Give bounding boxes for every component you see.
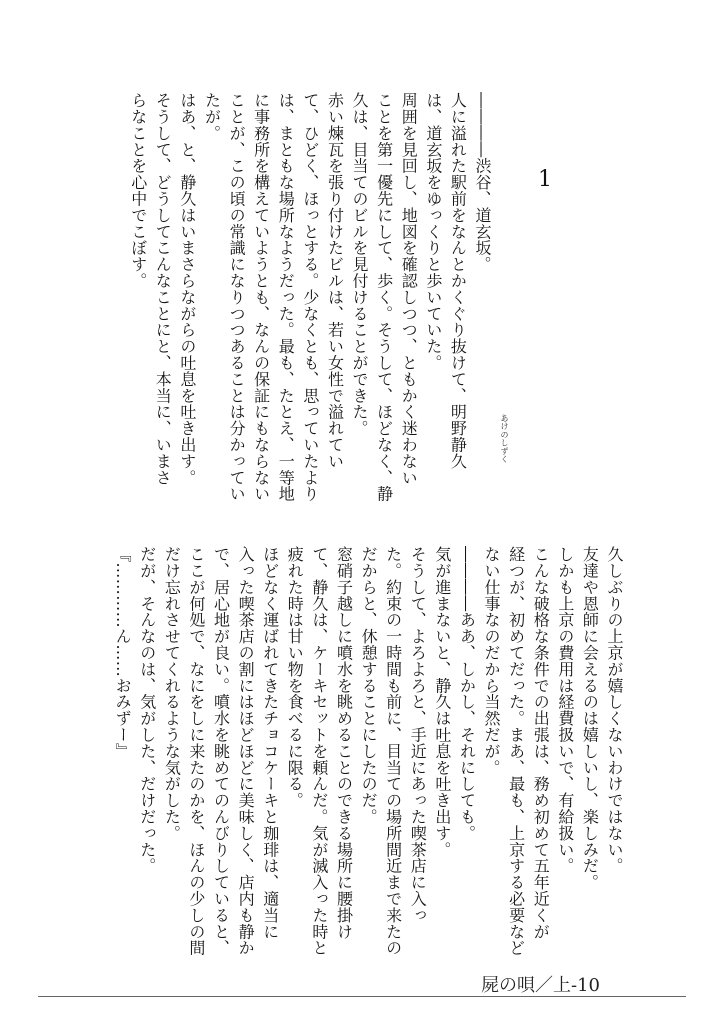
footer-divider xyxy=(38,996,686,997)
text-line: は、まともな場所なようだった。最も、たとえ、一等地 xyxy=(276,92,296,502)
text-line: に事務所を構えていようとも、なんの保証にもならない xyxy=(251,92,271,502)
text-line: そうして、どうしてこんなことにと、本当に、いまさ xyxy=(153,92,173,486)
text-line: ない仕事なのだから当然だが。 xyxy=(482,546,502,776)
text-line: ここが何処で、なにをしに来たのかを、ほんの少しの間 xyxy=(186,546,206,956)
text-line: は、道玄坂をゆっくりと歩いていた。 xyxy=(423,92,443,371)
text-line: 窓硝子越しに噴水を眺めることのできる場所に腰掛け xyxy=(334,546,354,940)
text-line: はあ、と、静久はいまさらながらの吐息を吐き出す。 xyxy=(177,92,197,486)
text-line: たが。 xyxy=(202,92,222,142)
text-line: しかも上京の費用は経費扱いで、有給扱い。 xyxy=(555,546,575,874)
chapter-number: 1 xyxy=(538,167,552,192)
text-line: 友達や恩師に会えるのは嬉しいし、楽しみだ。 xyxy=(580,546,600,891)
text-line: 経つが、初めてだった。まあ、最も、上京する必要など xyxy=(506,546,526,956)
text-line: ほどなく運ばれてきたチョコケーキと珈琲は、適当に xyxy=(260,546,280,940)
text-line: 周囲を見回し、地図を確認しつつ、ともかく迷わない xyxy=(399,92,419,486)
text-line: 赤い煉瓦を張り付けたビルは、若い女性で溢れてい xyxy=(325,92,345,470)
text-line: らなことを心中でこぼす。 xyxy=(128,92,148,289)
text-line: 人に溢れた駅前をなんとかくぐり抜けて、明野静久 xyxy=(448,92,468,470)
text-line: だが、そんなのは、気がした、だけだった。 xyxy=(137,546,157,874)
text-line: 疲れた時は甘い物を食べるに限る。 xyxy=(285,546,305,809)
text-line: だからと、休憩することにしたのだ。 xyxy=(359,546,379,825)
text-line: て、静久は、ケーキセットを頼んだ。気が滅入った時と xyxy=(309,546,329,956)
text-line: 入った喫茶店の割にはほどほどに美味しく、店内も静か xyxy=(236,546,256,956)
text-line: だけ忘れさせてくれるような気がした。 xyxy=(162,546,182,842)
text-line: ――――渋谷、道玄坂。 xyxy=(473,92,492,273)
text-line: で、居心地が良い。噴水を眺めてのんびりしていると、 xyxy=(211,546,231,956)
text-line: て、ひどく、ほっとする。少なくとも、思っていたより xyxy=(300,92,320,502)
page-footer: 屍の唄／上-10 xyxy=(481,975,600,996)
text-line: ――――ああ、しかし、それにしても。 xyxy=(457,546,477,842)
text-line: そうして、よろよろと、手近にあった喫茶店に入っ xyxy=(408,546,428,924)
text-line: た。約束の一時間も前に、目当ての場所間近まで来たの xyxy=(383,546,403,956)
ruby-reading: あけのしずく xyxy=(500,414,509,464)
text-block-bottom xyxy=(113,546,626,961)
text-line: ことが、この頃の常識になりつつあることは分かってい xyxy=(227,92,247,502)
text-line: 久は、目当てのビルを見付けることができた。 xyxy=(350,92,370,437)
text-line: ことを第一優先にして、歩く。そうして、ほどなく、静 xyxy=(374,92,394,502)
text-line: 気が進まないと、静久は吐息を吐き出す。 xyxy=(432,546,452,858)
text-block-top xyxy=(128,92,494,512)
text-line: 『…………ん……おみずー』 xyxy=(113,546,133,760)
text-line: 久しぶりの上京が嬉しくないわけではない。 xyxy=(605,546,624,874)
text-line: こんな破格な条件での出張は、務め初めて五年近くが xyxy=(531,546,551,940)
